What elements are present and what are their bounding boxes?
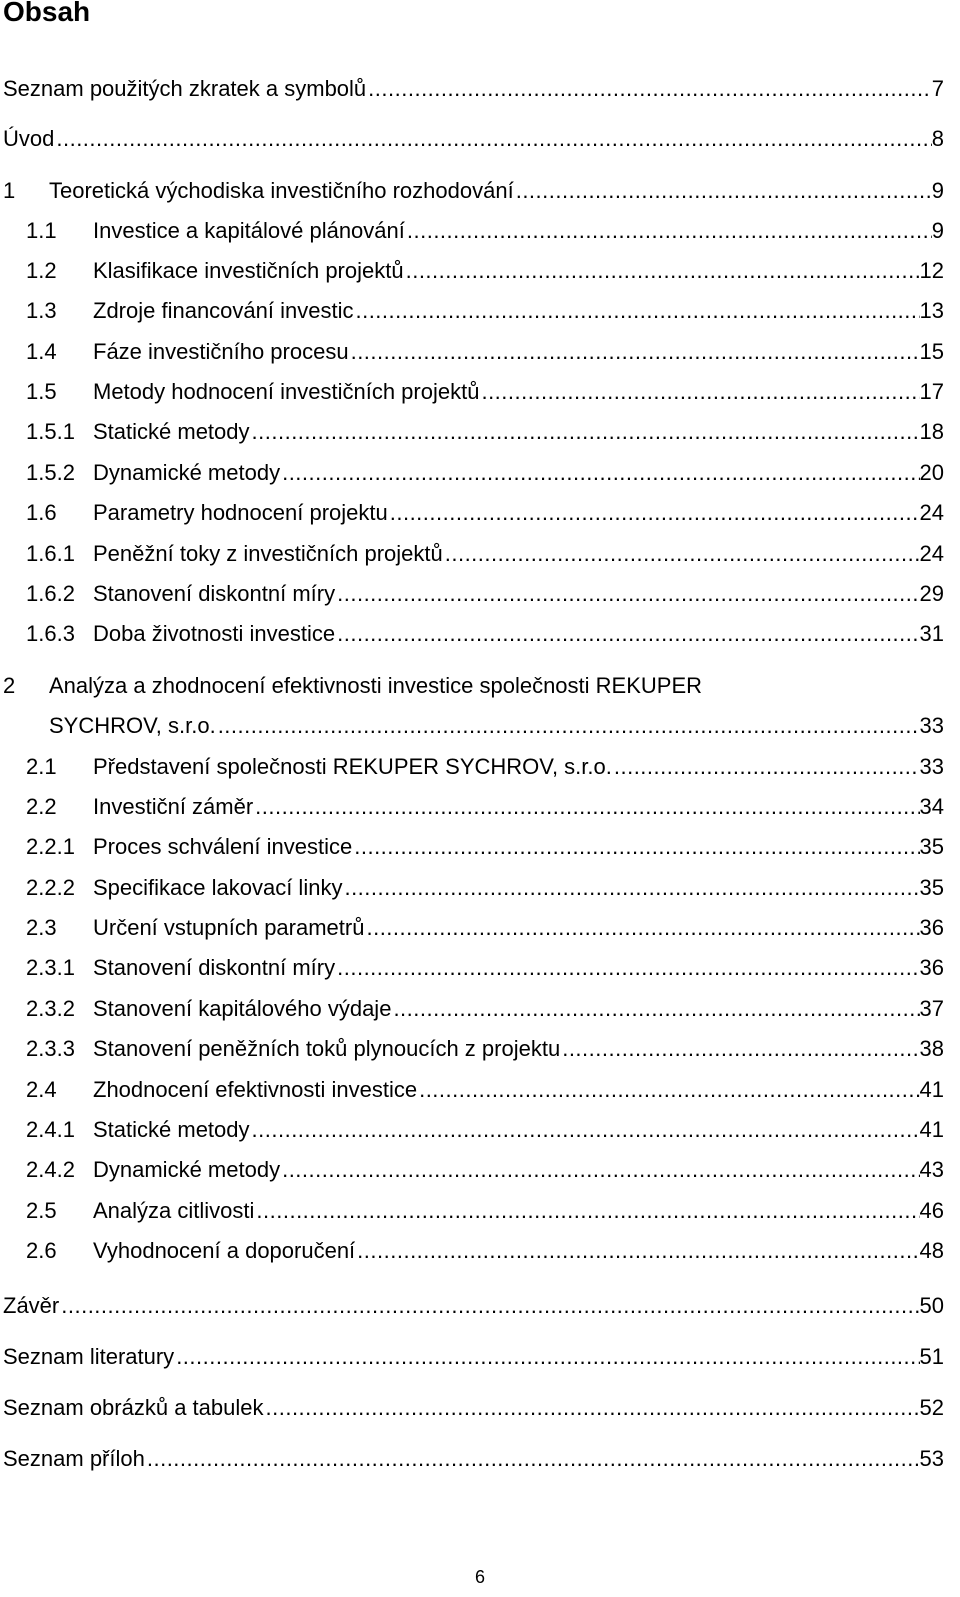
toc-entry-text: Stanovení peněžních toků plynoucích z projektu bbox=[93, 1036, 561, 1061]
toc-entry[interactable] bbox=[0, 752, 960, 782]
dot-leader bbox=[405, 216, 932, 246]
toc-entry[interactable] bbox=[0, 216, 960, 246]
toc-entry[interactable] bbox=[0, 953, 960, 983]
toc-entry-page: 24 bbox=[919, 500, 944, 525]
dot-leader bbox=[254, 1196, 919, 1226]
toc-entry[interactable] bbox=[0, 124, 960, 154]
toc-entry[interactable] bbox=[0, 579, 960, 609]
toc-entry-number: 2.2.1 bbox=[26, 834, 75, 859]
toc-entry-page: 15 bbox=[919, 339, 944, 364]
dot-leader bbox=[280, 458, 919, 488]
dot-leader bbox=[352, 832, 919, 862]
toc-entry-number: 2.4.1 bbox=[26, 1117, 75, 1142]
toc-entry-text: Investiční záměr bbox=[93, 794, 254, 819]
toc-entry-page: 33 bbox=[919, 754, 944, 779]
toc-entry[interactable] bbox=[0, 176, 960, 206]
dot-leader bbox=[250, 417, 920, 447]
toc-entry-text: Investice a kapitálové plánování bbox=[93, 218, 405, 243]
toc-entry-text: Seznam použitých zkratek a symbolů bbox=[3, 76, 367, 101]
toc-entry-number: 2.1 bbox=[26, 754, 57, 779]
dot-leader bbox=[250, 1115, 920, 1145]
toc-entry-text: Vyhodnocení a doporučení bbox=[93, 1238, 356, 1263]
toc-entry[interactable] bbox=[0, 377, 960, 407]
toc-entry[interactable] bbox=[0, 994, 960, 1024]
toc-entry[interactable] bbox=[0, 1291, 960, 1321]
toc-entry-text: Stanovení diskontní míry bbox=[93, 581, 336, 606]
toc-entry-text: Teoretická východiska investičního rozhodování bbox=[49, 178, 514, 203]
toc-entry-number: 2.3.3 bbox=[26, 1036, 75, 1061]
toc-entry-text: Seznam literatury bbox=[3, 1344, 175, 1369]
toc-entry-page: 18 bbox=[919, 419, 944, 444]
toc-entry-text: Dynamické metody bbox=[93, 460, 281, 485]
toc-entry-page: 33 bbox=[919, 713, 944, 738]
toc-entry-number: 1.5 bbox=[26, 379, 57, 404]
toc-entry-page: 43 bbox=[919, 1157, 944, 1182]
toc-entry-text: Statické metody bbox=[93, 419, 250, 444]
toc-entry[interactable] bbox=[0, 873, 960, 903]
toc-entry[interactable] bbox=[0, 792, 960, 822]
toc-entry[interactable] bbox=[0, 1393, 960, 1423]
toc-entry[interactable] bbox=[0, 1075, 960, 1105]
toc-entry-number: 2.3 bbox=[26, 915, 57, 940]
toc-entry-number: 2.5 bbox=[26, 1198, 57, 1223]
toc-entry[interactable] bbox=[0, 1196, 960, 1226]
toc-entry-page: 35 bbox=[919, 834, 944, 859]
toc-entry-page: 46 bbox=[919, 1198, 944, 1223]
toc-entry[interactable] bbox=[0, 337, 960, 367]
dot-leader bbox=[264, 1393, 920, 1423]
toc-entry-page: 12 bbox=[919, 258, 944, 283]
toc-entry-number: 1.6 bbox=[26, 500, 57, 525]
toc-entry-number: 2.3.2 bbox=[26, 996, 75, 1021]
toc-entry-text: Analýza a zhodnocení efektivnosti investice společnosti REKUPER bbox=[49, 673, 703, 698]
toc-entry[interactable] bbox=[0, 458, 960, 488]
toc-entry-page: 13 bbox=[919, 298, 944, 323]
dot-leader bbox=[335, 579, 919, 609]
dot-leader bbox=[404, 256, 920, 286]
dot-leader bbox=[366, 74, 932, 104]
toc-entry-number: 2.3.1 bbox=[26, 955, 75, 980]
toc-entry[interactable] bbox=[0, 417, 960, 447]
toc-entry-page: 41 bbox=[919, 1077, 944, 1102]
toc-entry[interactable] bbox=[0, 619, 960, 649]
toc-entry-page: 9 bbox=[931, 218, 944, 243]
dot-leader bbox=[335, 619, 919, 649]
toc-entry-text: Klasifikace investičních projektů bbox=[93, 258, 404, 283]
toc-entry-number: 1.4 bbox=[26, 339, 57, 364]
toc-entry-number: 1.6.2 bbox=[26, 581, 75, 606]
toc-entry-page: 48 bbox=[919, 1238, 944, 1263]
toc-entry-number: 1.6.3 bbox=[26, 621, 75, 646]
toc-entry-number: 1.5.1 bbox=[26, 419, 75, 444]
toc-entry-text: Fáze investičního procesu bbox=[93, 339, 349, 364]
toc-entry-number: 1 bbox=[3, 178, 16, 203]
toc-entry-text: Doba životnosti investice bbox=[93, 621, 336, 646]
toc-entry-text: Představení společnosti REKUPER SYCHROV, s.r.o. bbox=[93, 754, 612, 779]
toc-entry-page: 36 bbox=[919, 915, 944, 940]
dot-leader bbox=[612, 752, 920, 782]
toc-entry-page: 35 bbox=[919, 875, 944, 900]
dot-leader bbox=[174, 1342, 919, 1372]
toc-entry-number: 2.2 bbox=[26, 794, 57, 819]
toc-entry-number: 1.3 bbox=[26, 298, 57, 323]
toc-entry-page: 53 bbox=[919, 1446, 944, 1471]
toc-entry-page: 24 bbox=[919, 541, 944, 566]
dot-leader bbox=[353, 296, 919, 326]
toc-entry-page: 20 bbox=[919, 460, 944, 485]
toc-entry-text: Dynamické metody bbox=[93, 1157, 281, 1182]
dot-leader bbox=[388, 498, 920, 528]
toc-entry-page: 7 bbox=[931, 76, 944, 101]
toc-entry-text: Stanovení kapitálového výdaje bbox=[93, 996, 392, 1021]
toc-entry-text: Úvod bbox=[3, 126, 55, 151]
toc-entry-number: 2.2.2 bbox=[26, 875, 75, 900]
toc-entry-page: 51 bbox=[919, 1344, 944, 1369]
dot-leader bbox=[216, 711, 920, 741]
toc-entry-page: 8 bbox=[931, 126, 944, 151]
page-number: 6 bbox=[474, 1567, 485, 1587]
toc-entry-first-line[interactable] bbox=[3, 671, 702, 701]
toc-entry-text: Peněžní toky z investičních projektů bbox=[93, 541, 443, 566]
toc-entry[interactable] bbox=[0, 832, 960, 862]
toc-entry[interactable] bbox=[0, 1236, 960, 1266]
toc-entry[interactable] bbox=[0, 1034, 960, 1064]
toc-entry[interactable] bbox=[0, 296, 960, 326]
dot-leader bbox=[59, 1291, 919, 1321]
toc-entry-page: 9 bbox=[931, 178, 944, 203]
toc-entry-page: 50 bbox=[919, 1293, 944, 1318]
dot-leader bbox=[355, 1236, 919, 1266]
toc-entry-page: 34 bbox=[919, 794, 944, 819]
dot-leader bbox=[335, 953, 919, 983]
toc-entry[interactable] bbox=[0, 539, 960, 569]
toc-entry-page: 36 bbox=[919, 955, 944, 980]
toc-entry[interactable] bbox=[0, 913, 960, 943]
page-title: Obsah bbox=[3, 0, 91, 27]
toc-entry-number: 1.5.2 bbox=[26, 460, 75, 485]
dot-leader bbox=[342, 873, 919, 903]
dot-leader bbox=[280, 1155, 919, 1185]
dot-leader bbox=[391, 994, 919, 1024]
toc-entry-text: Specifikace lakovací linky bbox=[93, 875, 343, 900]
toc-entry-text: Stanovení diskontní míry bbox=[93, 955, 336, 980]
toc-entry-text: Určení vstupních parametrů bbox=[93, 915, 365, 940]
toc-entry-text: Zhodnocení efektivnosti investice bbox=[93, 1077, 418, 1102]
toc-entry-number: 2 bbox=[3, 673, 16, 698]
toc-entry-text: Seznam příloh bbox=[3, 1446, 145, 1471]
dot-leader bbox=[364, 913, 919, 943]
toc-entry[interactable] bbox=[0, 1115, 960, 1145]
toc-entry-text: Analýza citlivosti bbox=[93, 1198, 255, 1223]
toc-entry-page: 29 bbox=[919, 581, 944, 606]
toc-entry-text: Metody hodnocení investičních projektů bbox=[93, 379, 480, 404]
dot-leader bbox=[479, 377, 919, 407]
toc-entry-page: 31 bbox=[919, 621, 944, 646]
toc-entry[interactable] bbox=[0, 1444, 960, 1474]
toc-entry-number: 2.4 bbox=[26, 1077, 57, 1102]
toc-entry-page: 38 bbox=[919, 1036, 944, 1061]
toc-entry-text: Seznam obrázků a tabulek bbox=[3, 1395, 264, 1420]
dot-leader bbox=[253, 792, 919, 822]
toc-entry-text: Parametry hodnocení projektu bbox=[93, 500, 388, 525]
toc-entry-page: 41 bbox=[919, 1117, 944, 1142]
dot-leader bbox=[514, 176, 932, 206]
toc-entry-text: Zdroje financování investic bbox=[93, 298, 354, 323]
toc-entry-number: 2.6 bbox=[26, 1238, 57, 1263]
toc-entry-number: 1.6.1 bbox=[26, 541, 75, 566]
dot-leader bbox=[54, 124, 931, 154]
dot-leader bbox=[417, 1075, 919, 1105]
dot-leader bbox=[443, 539, 920, 569]
toc-entry-text: SYCHROV, s.r.o. bbox=[49, 713, 216, 738]
toc-entry[interactable] bbox=[0, 498, 960, 528]
toc-entry[interactable] bbox=[0, 256, 960, 286]
toc-entry-page: 52 bbox=[919, 1395, 944, 1420]
dot-leader bbox=[145, 1444, 920, 1474]
toc-entry-number: 1.1 bbox=[26, 218, 57, 243]
toc-entry[interactable] bbox=[0, 74, 960, 104]
dot-leader bbox=[349, 337, 920, 367]
toc-entry-text: Statické metody bbox=[93, 1117, 250, 1142]
toc-entry-page: 37 bbox=[919, 996, 944, 1021]
toc-entry-page: 17 bbox=[919, 379, 944, 404]
toc-entry-number: 1.2 bbox=[26, 258, 57, 283]
toc-entry-text: Závěr bbox=[3, 1293, 60, 1318]
toc-entry[interactable] bbox=[0, 711, 960, 741]
toc-entry[interactable] bbox=[0, 1155, 960, 1185]
dot-leader bbox=[560, 1034, 919, 1064]
toc-entry-text: Proces schválení investice bbox=[93, 834, 353, 859]
toc-entry-number: 2.4.2 bbox=[26, 1157, 75, 1182]
toc-entry[interactable] bbox=[0, 1342, 960, 1372]
